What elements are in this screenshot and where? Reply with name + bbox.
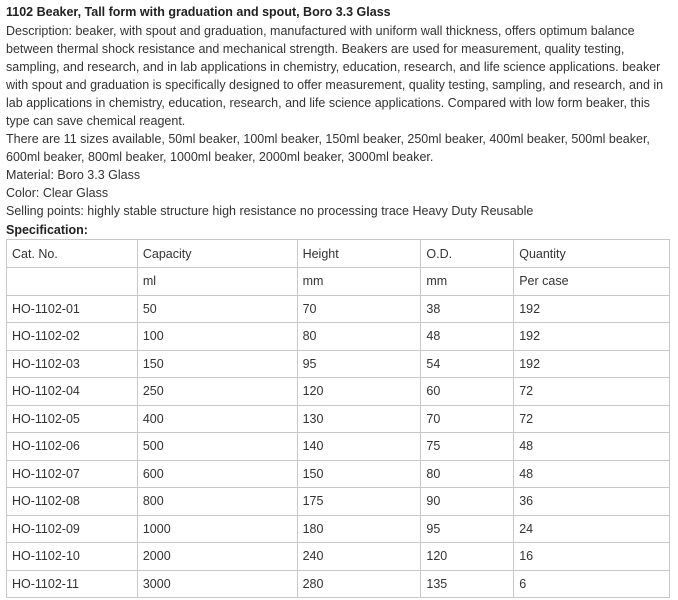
cell-quantity: 16 [514,543,670,571]
cell-od: 70 [421,405,514,433]
header-height: Height [297,240,421,268]
cell-od: 75 [421,433,514,461]
cell-cat-no: HO-1102-05 [7,405,138,433]
cell-od: 38 [421,295,514,323]
cell-cat-no: HO-1102-09 [7,515,138,543]
cell-od: 60 [421,378,514,406]
unit-od: mm [421,268,514,296]
table-row [7,295,670,323]
cell-cat-no: HO-1102-08 [7,488,138,516]
cell-height: 140 [297,433,421,461]
description-text: Description: beaker, with spout and graduation, manufactured with uniform wall thickness, offers optimum balance between thermal shock resistance and mechanical strength. Beakers are used for measurement, quality testing, sampling, and research, and in lab applications in chemistry, education, research, and life science applications. beaker with spout and graduation is specifically designed to offer measurement, quality testing, sampling, and research, and in lab applications in chemistry, education, research, and life science applications. Compared with low form beaker, this type can save chemical reagent. [6,24,664,128]
cell-od: 135 [421,570,514,598]
table-units-row [7,268,670,296]
sizes-text: There are 11 sizes available, 50ml beaker, 100ml beaker, 150ml beaker, 250ml beaker, 400ml beaker, 500ml beaker, 600ml beaker, 800ml beaker, 1000ml beaker, 2000ml beaker, 3000ml beaker. [6,132,650,164]
cell-capacity: 100 [137,323,297,351]
product-title: 1102 Beaker, Tall form with graduation and spout, Boro 3.3 Glass [6,5,391,19]
header-od: O.D. [421,240,514,268]
cell-height: 175 [297,488,421,516]
table-row [7,378,670,406]
cell-cat-no: HO-1102-06 [7,433,138,461]
table-row [7,323,670,351]
cell-capacity: 2000 [137,543,297,571]
cell-capacity: 400 [137,405,297,433]
cell-od: 95 [421,515,514,543]
cell-cat-no: HO-1102-07 [7,460,138,488]
cell-height: 95 [297,350,421,378]
cell-height: 130 [297,405,421,433]
table-row [7,405,670,433]
unit-height: mm [297,268,421,296]
cell-capacity: 1000 [137,515,297,543]
unit-quantity: Per case [514,268,670,296]
cell-od: 120 [421,543,514,571]
cell-od: 54 [421,350,514,378]
cell-height: 150 [297,460,421,488]
cell-capacity: 250 [137,378,297,406]
cell-quantity: 192 [514,350,670,378]
unit-capacity: ml [137,268,297,296]
cell-quantity: 192 [514,323,670,351]
cell-capacity: 150 [137,350,297,378]
header-capacity: Capacity [137,240,297,268]
cell-cat-no: HO-1102-11 [7,570,138,598]
cell-quantity: 48 [514,460,670,488]
cell-height: 80 [297,323,421,351]
cell-quantity: 6 [514,570,670,598]
header-quantity: Quantity [514,240,670,268]
cell-cat-no: HO-1102-10 [7,543,138,571]
cell-capacity: 800 [137,488,297,516]
cell-capacity: 3000 [137,570,297,598]
cell-od: 90 [421,488,514,516]
cell-height: 240 [297,543,421,571]
unit-cat-no [7,268,138,296]
table-row [7,543,670,571]
table-row [7,570,670,598]
cell-cat-no: HO-1102-03 [7,350,138,378]
selling-points-text: Selling points: highly stable structure high resistance no processing trace Heavy Duty Reusable [6,204,534,218]
cell-quantity: 72 [514,378,670,406]
table-row [7,488,670,516]
table-row [7,350,670,378]
cell-quantity: 48 [514,433,670,461]
color-text: Color: Clear Glass [6,186,109,200]
cell-cat-no: HO-1102-01 [7,295,138,323]
cell-quantity: 72 [514,405,670,433]
cell-height: 120 [297,378,421,406]
cell-quantity: 24 [514,515,670,543]
cell-capacity: 500 [137,433,297,461]
specification-table [6,239,670,598]
header-cat-no: Cat. No. [7,240,138,268]
cell-height: 280 [297,570,421,598]
cell-cat-no: HO-1102-02 [7,323,138,351]
cell-capacity: 600 [137,460,297,488]
table-header-row [7,240,670,268]
material-text: Material: Boro 3.3 Glass [6,168,141,182]
table-row [7,460,670,488]
cell-quantity: 36 [514,488,670,516]
table-row [7,433,670,461]
table-row [7,515,670,543]
cell-cat-no: HO-1102-04 [7,378,138,406]
cell-od: 80 [421,460,514,488]
cell-quantity: 192 [514,295,670,323]
cell-height: 70 [297,295,421,323]
specification-heading: Specification: [6,223,88,237]
cell-od: 48 [421,323,514,351]
cell-capacity: 50 [137,295,297,323]
cell-height: 180 [297,515,421,543]
